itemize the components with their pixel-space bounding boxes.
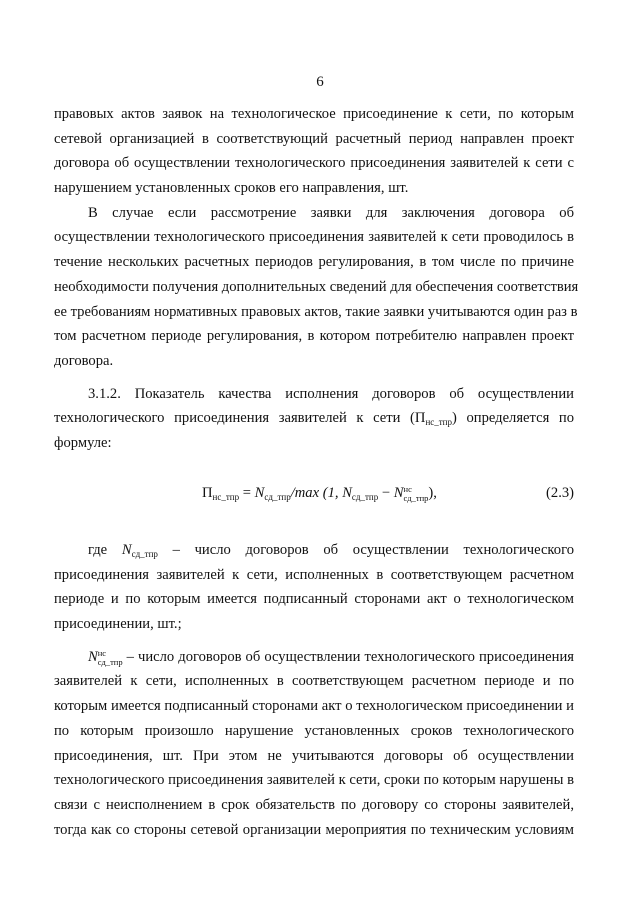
page-number: 6 bbox=[316, 74, 324, 90]
paragraph-line: присоединения, шт. При этом не учитываются договоры об осуществлении bbox=[54, 747, 574, 764]
paragraph-line: тогда как со стороны сетевой организации мероприятия по техническим условиям bbox=[54, 821, 574, 838]
paragraph-line: В случае если рассмотрение заявки для заключения договора об bbox=[88, 204, 574, 221]
paragraph-line: течение нескольких расчетных периодов регулирования, в том числе по причине bbox=[54, 254, 574, 271]
paragraph-line: 3.1.2. Показатель качества исполнения договоров об осуществлении bbox=[88, 385, 574, 402]
line-text: ) определяется по bbox=[452, 410, 574, 427]
formula-expression: $П_{нс\_тпр} = N_{сд\_тпр}/\max$ (1, $N_{сд\_тпр} - N$ нс сд_тпр ), bbox=[202, 484, 437, 503]
formula-number: (2.3) bbox=[546, 485, 574, 501]
paragraph-line bbox=[54, 406, 574, 431]
paragraph-line: ее требованиям нормативных правовых актов, такие заявки учитываются один раз в bbox=[54, 303, 578, 320]
subscript: нс_тпр bbox=[425, 417, 452, 428]
paragraph-line: договора. bbox=[54, 352, 114, 369]
line-text: технологического присоединения заявителей к сети (П bbox=[54, 410, 426, 427]
paragraph-line: нарушением установленных сроков его направления, шт. bbox=[54, 180, 409, 197]
paragraph-line: сетевой организацией в соответствующий расчетный период направлен проект bbox=[54, 130, 574, 147]
paragraph-line: присоединении, шт.; bbox=[54, 616, 182, 633]
paragraph-line: необходимости получения дополнительных сведений для обеспечения соответствия bbox=[54, 278, 579, 295]
paragraph-line: осуществлении технологического присоединения заявителей к сети проводилось в bbox=[54, 229, 574, 246]
paragraph-line: правовых актов заявок на технологическое присоединение к сети, по которым bbox=[54, 106, 574, 122]
text-block-top bbox=[54, 102, 579, 456]
paragraph-line: которым имеется подписанный сторонами акт о технологическом присоединении и bbox=[54, 698, 574, 715]
paragraph-line: где $N_{сд\_тпр}$ – число договоров об осуществлении технологического bbox=[88, 542, 574, 559]
paragraph-line: присоединения заявителей к сети, исполненных в соответствующем расчетном bbox=[54, 566, 574, 583]
paragraph-line: договора об осуществлении технологического присоединения заявителей к сети с bbox=[54, 155, 574, 172]
text-block-bottom bbox=[54, 538, 574, 842]
paragraph-line: N нс сд_тпр – число договоров об осуществлении технологического присоединения bbox=[88, 647, 574, 667]
paragraph-line: периоде и по которым имеется подписанный сторонами акт о технологическом bbox=[54, 591, 574, 608]
paragraph-line: по которым произошло нарушение установленных сроков технологического bbox=[54, 722, 574, 739]
paragraph-line: технологического присоединения заявителей к сети, сроки по которым нарушены в bbox=[54, 772, 574, 789]
formula bbox=[190, 478, 574, 508]
paragraph-line: том расчетном периоде регулирования, в котором потребителю направлен проект bbox=[54, 328, 574, 345]
paragraph-line: связи с неисполнением в срок обязательств по договору со стороны заявителей, bbox=[54, 796, 574, 813]
paragraph-line: заявителей к сети, исполненных в соответствующем расчетном периоде и по bbox=[54, 673, 574, 690]
paragraph-line: формуле: bbox=[54, 434, 112, 451]
